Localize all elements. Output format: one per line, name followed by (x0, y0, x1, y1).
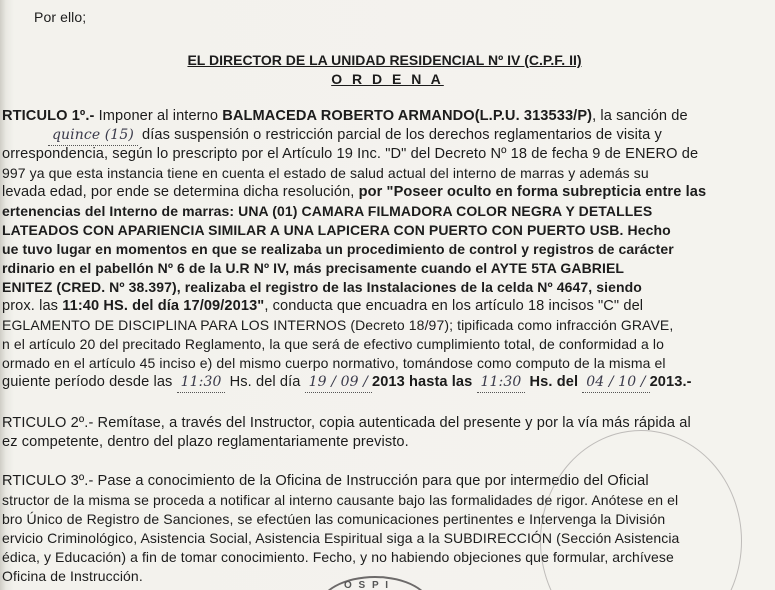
handwritten-end-time: 11:30 (477, 373, 526, 393)
inmate-name: BALMACEDA ROBERTO ARMANDO(L.P.U. 313533/P) (222, 108, 593, 124)
intro-text: Por ello; (34, 9, 87, 25)
art1-line-2: quince (15) días suspensión o restricción parcial de los derechos reglamentarios de visita y (48, 126, 775, 146)
art1-line-9: rdinario en el pabellón Nº 6 de la U.R Nº IV, más precisamente cuando el AYTE 5TA GABRIEL (2, 260, 625, 276)
art1-line-12: EGLAMENTO DE DISCIPLINA PARA LOS INTERNOS (Decreto 18/97); tipificada como infracción GRAVE, (2, 317, 674, 333)
handwritten-start-date: 19 / 09 / (305, 373, 372, 393)
handwritten-end-date: 04 / 10 / (582, 373, 649, 393)
art1-line-14: ormado en el artículo 45 inciso e) del mismo cuerpo normativo, tomándose como computo de la misma el (2, 355, 666, 371)
art1-line-15: guiente período desde las 11:30 Hs. del día 19 / 09 / 2013 hasta las 11:30 Hs. del 04 / 10 / 2013.- (2, 373, 770, 393)
signature-stroke (540, 430, 742, 590)
art1-line-11: prox. las 11:40 HS. del día 17/09/2013", conducta que encuadra en los artículo 18 incisos "C" del (2, 298, 644, 314)
art1-line-4: 997 ya que esta instancia tiene en cuenta el estado de salud actual del interno de marras y además su (2, 165, 649, 181)
art3-line-6: Oficina de Instrucción. (2, 568, 143, 584)
art3-line-4: ervicio Criminológico, Asistencia Social, Asistencia Espiritual siga a la SUBDIRECCIÓN (Sección Asistencia (2, 530, 680, 546)
stamp-text: O S P I (344, 580, 391, 590)
art1-line-3: orrespondencia, según lo prescripto por el Artículo 19 Inc. "D" del Decreto Nº 18 de fecha 9 de ENERO de (2, 146, 699, 162)
art1-line-7: LATEADOS CON APARIENCIA SIMILAR A UNA LAPICERA CON PUERTO CON PUERTO USB. Hecho (2, 222, 671, 238)
art3-line-1: RTICULO 3º.- Pase a conocimiento de la Oficina de Instrucción para que por intermedio del Oficial (2, 473, 649, 489)
art3-line-2: structor de la misma se proceda a notificar al interno causante bajo las formalidades de rigor. Anótese en el (2, 492, 679, 508)
art3-label: RTICULO 3º.- (2, 473, 94, 489)
art1-line-1: RTICULO 1º.- Imponer al interno BALMACEDA ROBERTO ARMANDO(L.P.U. 313533/P), la sanción de (2, 108, 688, 124)
handwritten-start-time: 11:30 (177, 373, 226, 393)
heading-director: EL DIRECTOR DE LA UNIDAD RESIDENCIAL Nº IV (C.P.F. II) (187, 52, 582, 68)
art3-line-5: édica, y Educación) a fin de tomar conocimiento. Fecho, y no habiendo objeciones que formular, archívese (2, 549, 674, 565)
art2-label: RTICULO 2º.- (2, 415, 94, 431)
art2-line-1: RTICULO 2º.- Remítase, a través del Instructor, copia autenticada del presente y por la vía más rápida al (2, 415, 691, 431)
art1-line-13: n el artículo 20 del precitado Reglamento, la que será de efectivo cumplimiento total, de conformidad a lo (2, 336, 664, 352)
art2-line-2: ez competente, dentro del plazo reglamentariamente previsto. (2, 434, 409, 450)
heading-ordena: O R D E N A (331, 71, 444, 87)
handwritten-days: quince (15) (48, 126, 138, 146)
art1-line-6: ertenencias del Interno de marras: UNA (01) CAMARA FILMADORA COLOR NEGRA Y DETALLES (2, 203, 653, 219)
art1-line-5: levada edad, por ende se determina dicha resolución, por "Poseer oculto en forma subrepticia entre las (2, 184, 707, 200)
art1-line-8: ue tuvo lugar en momentos en que se realizaba un procedimiento de control y registros de carácter (2, 241, 674, 257)
art1-label: RTICULO 1º.- (2, 108, 95, 124)
art1-line-10: ENITEZ (CRED. Nº 38.397), realizaba el registro de las Instalaciones de la celda Nº 4647, siendo (2, 279, 642, 295)
art3-line-3: bro Único de Registro de Sanciones, se efectúen las comunicaciones pertinentes e Intervenga la División (2, 511, 666, 527)
